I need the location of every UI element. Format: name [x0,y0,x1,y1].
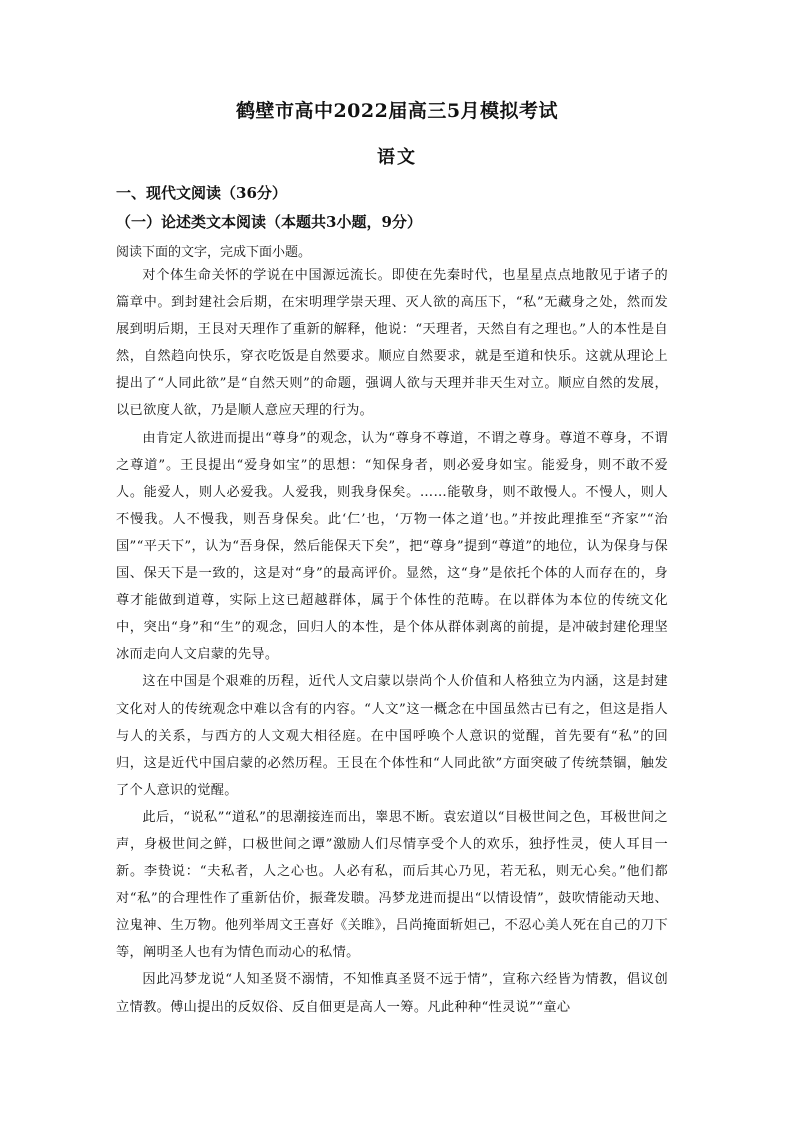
paragraph: 这在中国是个艰难的历程，近代人文启蒙以崇尚个人价值和人格独立为内涵，这是封建文化对人的传统观念中难以含有的内容。“人文”这一概念在中国虽然古已有之，但这是指人与人的关系，与西方的人文观大相径庭。在中国呼唤个人意识的觉醒，首先要有“私”的回归，这是近代中国启蒙的必然历程。王艮在个体性和“人同此欲”方面突破了传统禁锢，触发了个人意识的觉醒。 [116,674,668,798]
reading-instruction: 阅读下面的文字，完成下面小题。 [116,245,312,260]
paragraph: 因此冯梦龙说“人知圣贤不溺情，不知惟真圣贤不远于情”，宣称六经皆为情教，倡议创立情教。傅山提出的反奴俗、反自佃更是高人一筹。凡此种种“性灵说”“童心 [116,972,668,1015]
paragraph: 对个体生命关怀的学说在中国源远流长。即使在先秦时代，也星星点点地散见于诸子的篇章中。到封建社会后期，在宋明理学崇天理、灭人欲的高压下，“私”无藏身之处，然而发展到明后期，王艮对天理作了重新的解释，他说：“天理者，天然自有之理也。”人的本性是自然，自然趋向快乐，穿衣吃饭是自然要求。顺应自然要求，就是至道和快乐。这就从理论上提出了“人同此欲”是“自然天则”的命题，强调人欲与天理并非天生对立。顺应自然的发展，以已欲度人欲，乃是顺人意应天理的行为。 [116,268,668,419]
paragraph: 此后，“说私”“道私”的思潮接连而出，睾思不断。袁宏道以“目极世间之色，耳极世间之声，身极世间之鲜，口极世间之谭”激励人们尽情享受个人的欢乐，独抒性灵，使人耳目一新。李贽说：“夫私者，人之心也。人必有私，而后其心乃见，若无私，则无心矣。”他们都对“私”的合理性作了重新估价，振聋发聩。冯梦龙进而提出“以情设情”，鼓吹情能动天地、泣鬼神、生万物。他列举周文王喜好《关睢》，吕尚掩面斩妲己，不忍心美人死在自己的刀下等，阐明圣人也有为情色而动心的私情。 [116,809,668,961]
subsection-heading: （一）论述类文本阅读（本题共3小题，9分） [116,213,422,231]
subject-title: 语文 [377,147,417,168]
exam-title: 鹤壁市高中2022届高三5月模拟考试 [235,100,559,122]
section-heading: 一、现代文阅读（36分） [116,184,287,202]
paragraph: 由肯定人欲进而提出“尊身”的观念，认为“尊身不尊道，不谓之尊身。尊道不尊身，不谓之尊道”。王艮提出“爱身如宝”的思想：“知保身者，则必爱身如宝。能爱身，则不敢不爱人。能爱人，则人必爱我。人爱我，则我身保矣。……能敬身，则不敢慢人。不慢人，则人不慢我。人不慢我，则吾身保矣。此‘仁’也，‘万物一体之道’也。”并按此理推至“齐家”“治国”“平天下”，认为“吾身保，然后能保天下矣”，把“尊身”提到“尊道”的地位，认为保身与保国、保天下是一致的，这是对“身”的最高评价。显然，这“身”是依托个体的人而存在的，身尊才能做到道尊，实际上这已超越群体，属于个体性的范畴。在以群体为本位的传统文化中，突出“身”和“生”的观念，回归人的本性，是个体从群体剥离的前提，是冲破封建伦理坚冰而走向人文启蒙的先导。 [116,430,668,663]
passage-body [116,262,668,1021]
